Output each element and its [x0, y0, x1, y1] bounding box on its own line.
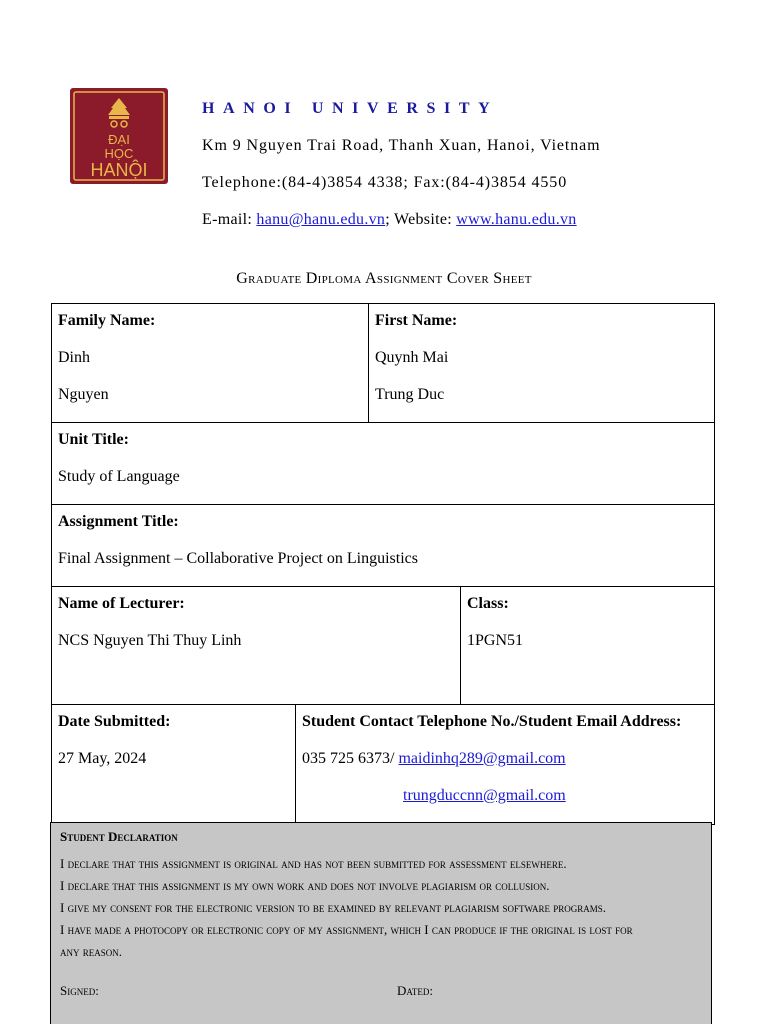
- date-value: 27 May, 2024: [58, 750, 147, 767]
- cover-sheet-form: [51, 303, 715, 825]
- contact-cell: [296, 705, 715, 825]
- unit-title-cell: [52, 423, 715, 505]
- website-label: ; Website:: [385, 211, 457, 228]
- contact-value: [302, 749, 708, 786]
- university-name: HANOI UNIVERSITY: [202, 100, 499, 117]
- names-row: [52, 304, 715, 423]
- class-value: 1PGN51: [467, 632, 524, 649]
- student-declaration: [50, 822, 712, 1024]
- email-link-1[interactable]: maidinhq289@gmail.com: [398, 750, 566, 767]
- phone-value: 035 725 6373/: [302, 750, 399, 767]
- signed-label: Signed:: [60, 983, 99, 998]
- contact-value-2: [302, 786, 708, 823]
- family-name-label: Family Name:: [58, 312, 156, 329]
- family-name-cell: [52, 304, 369, 423]
- university-telephone: Telephone:(84-4)3854 4338; Fax:(84-4)3854 4550: [202, 174, 568, 191]
- assignment-title-value: Final Assignment – Collaborative Project on Linguistics: [58, 550, 418, 567]
- logo-text-line2: HỌC: [104, 146, 134, 161]
- email-link-2[interactable]: trungduccnn@gmail.com: [403, 787, 566, 804]
- contact-line: [202, 211, 577, 229]
- university-address: Km 9 Nguyen Trai Road, Thanh Xuan, Hanoi, Vietnam: [202, 137, 601, 154]
- university-logo: [70, 88, 168, 184]
- family-name-value: Dinh: [58, 349, 90, 366]
- unit-title-row: [52, 423, 715, 505]
- declaration-line: I have made a photocopy or electronic copy of my assignment, which I can produce if the original is lost for: [60, 922, 633, 937]
- lecturer-label: Name of Lecturer:: [58, 595, 185, 612]
- contact-label: Student Contact Telephone No./Student Email Address:: [302, 713, 682, 730]
- logo-text-line3: HANỘI: [90, 160, 148, 180]
- website-link[interactable]: www.hanu.edu.vn: [456, 211, 577, 228]
- first-name-value: Trung Duc: [375, 386, 445, 403]
- lecturer-cell: [52, 587, 461, 705]
- lecturer-row: [52, 587, 715, 705]
- unit-title-label: Unit Title:: [58, 431, 129, 448]
- lecturer-value: NCS Nguyen Thi Thuy Linh: [58, 632, 242, 649]
- first-name-cell: [369, 304, 715, 423]
- declaration-line: I declare that this assignment is my own work and does not involve plagiarism or collusion.: [60, 878, 550, 893]
- declaration-line: any reason.: [60, 944, 123, 959]
- logo-text-line1: ĐẠI: [108, 132, 130, 147]
- date-label: Date Submitted:: [58, 713, 171, 730]
- unit-title-value: Study of Language: [58, 468, 180, 485]
- assignment-title-row: [52, 505, 715, 587]
- declaration-line: I give my consent for the electronic version to be examined by relevant plagiarism software programs.: [60, 900, 607, 915]
- class-label: Class:: [467, 595, 509, 612]
- dated-label: Dated:: [397, 983, 433, 998]
- email-link[interactable]: hanu@hanu.edu.vn: [256, 211, 386, 228]
- family-name-value: Nguyen: [58, 386, 109, 403]
- email-label: E-mail:: [202, 211, 257, 228]
- assignment-title-cell: [52, 505, 715, 587]
- first-name-label: First Name:: [375, 312, 458, 329]
- date-cell: [52, 705, 296, 825]
- declaration-title: Student Declaration: [60, 829, 178, 844]
- first-name-value: Quynh Mai: [375, 349, 449, 366]
- class-cell: [461, 587, 715, 705]
- declaration-line: I declare that this assignment is original and has not been submitted for assessment elsewhere.: [60, 856, 567, 871]
- assignment-title-label: Assignment Title:: [58, 513, 179, 530]
- document-title: Graduate Diploma Assignment Cover Sheet: [236, 270, 532, 287]
- submission-row: [52, 705, 715, 825]
